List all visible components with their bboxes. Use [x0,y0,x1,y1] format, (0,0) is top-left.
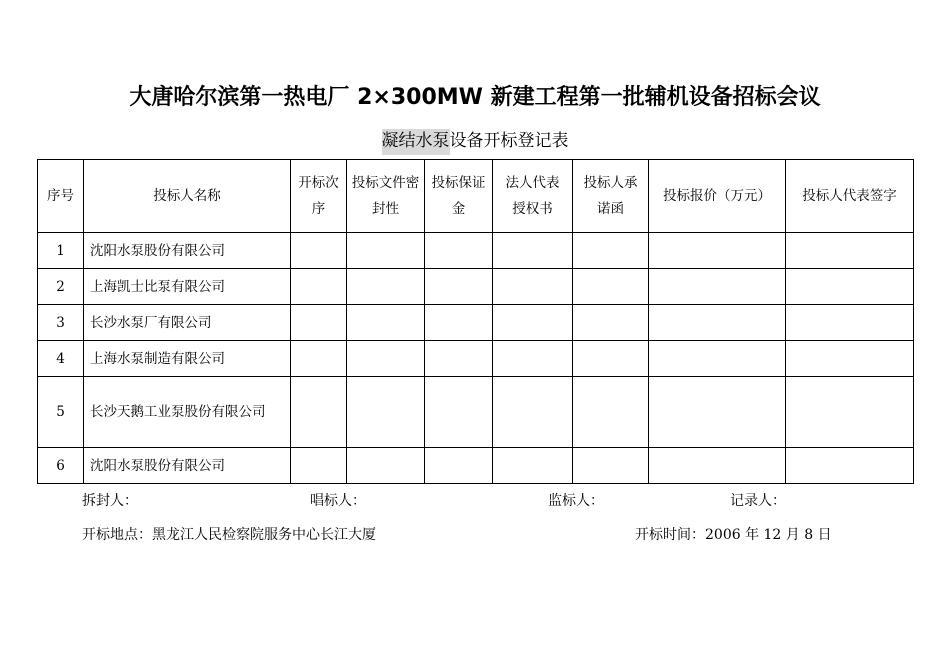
bid-time: 开标时间：2006 年 12 月 8 日 [635,527,832,543]
cell-empty [649,448,786,484]
bidder-name: 上海凯士比泵有限公司 [84,269,291,305]
cell-empty [291,233,347,269]
row-number: 4 [38,341,84,377]
cell-empty [573,305,649,341]
cell-empty [573,233,649,269]
cell-empty [347,233,425,269]
cell-empty [425,305,493,341]
cell-empty [347,377,425,448]
header-commitment: 投标人承诺函 [573,160,649,233]
cell-empty [493,305,573,341]
subtitle-highlight: 凝结水泵 [382,129,450,155]
bidder-name: 长沙天鹅工业泵股份有限公司 [84,377,291,448]
cell-empty [573,341,649,377]
announcer-label: 唱标人： [310,493,366,509]
cell-empty [649,233,786,269]
cell-empty [493,341,573,377]
header-bidder-name: 投标人名称 [84,160,291,233]
row-number: 5 [38,377,84,448]
row-number: 1 [38,233,84,269]
table-row [38,305,914,341]
header-seq: 序号 [38,160,84,233]
cell-empty [425,233,493,269]
header-authorization: 法人代表授权书 [493,160,573,233]
cell-empty [573,269,649,305]
cell-empty [291,305,347,341]
bidder-name: 沈阳水泵股份有限公司 [84,448,291,484]
bidder-name: 长沙水泵厂有限公司 [84,305,291,341]
cell-empty [573,448,649,484]
recorder-label: 记录人： [730,493,786,509]
header-bid-price: 投标报价（万元） [649,160,786,233]
cell-empty [291,269,347,305]
cell-empty [493,448,573,484]
cell-empty [786,448,914,484]
document-subtitle [382,126,569,151]
cell-empty [425,448,493,484]
bidder-name: 上海水泵制造有限公司 [84,341,291,377]
table-row [38,377,914,448]
header-deposit: 投标保证金 [425,160,493,233]
unsealer-label: 拆封人： [82,493,138,509]
cell-empty [786,305,914,341]
table-header-row [38,160,914,233]
cell-empty [649,305,786,341]
row-number: 6 [38,448,84,484]
document-title: 大唐哈尔滨第一热电厂 2×300MW 新建工程第一批辅机设备招标会议 [129,85,821,110]
cell-empty [493,377,573,448]
cell-empty [291,341,347,377]
cell-empty [425,377,493,448]
cell-empty [425,341,493,377]
cell-empty [573,377,649,448]
bidder-name: 沈阳水泵股份有限公司 [84,233,291,269]
table-row [38,448,914,484]
cell-empty [786,269,914,305]
row-number: 2 [38,269,84,305]
table-row [38,233,914,269]
cell-empty [291,377,347,448]
cell-empty [425,269,493,305]
header-signature: 投标人代表签字 [786,160,914,233]
cell-empty [649,377,786,448]
supervisor-label: 监标人： [548,493,604,509]
header-doc-seal: 投标文件密封性 [347,160,425,233]
cell-empty [649,341,786,377]
cell-empty [347,305,425,341]
cell-empty [786,377,914,448]
cell-empty [347,448,425,484]
cell-empty [291,448,347,484]
cell-empty [786,233,914,269]
cell-empty [493,233,573,269]
bid-register-table [37,159,914,484]
cell-empty [347,341,425,377]
table-row [38,269,914,305]
cell-empty [649,269,786,305]
cell-empty [347,269,425,305]
bid-location: 开标地点：黑龙江人民检察院服务中心长江大厦 [82,527,376,543]
cell-empty [493,269,573,305]
cell-empty [786,341,914,377]
row-number: 3 [38,305,84,341]
header-open-order: 开标次序 [291,160,347,233]
subtitle-rest: 设备开标登记表 [449,131,569,151]
table-row [38,341,914,377]
